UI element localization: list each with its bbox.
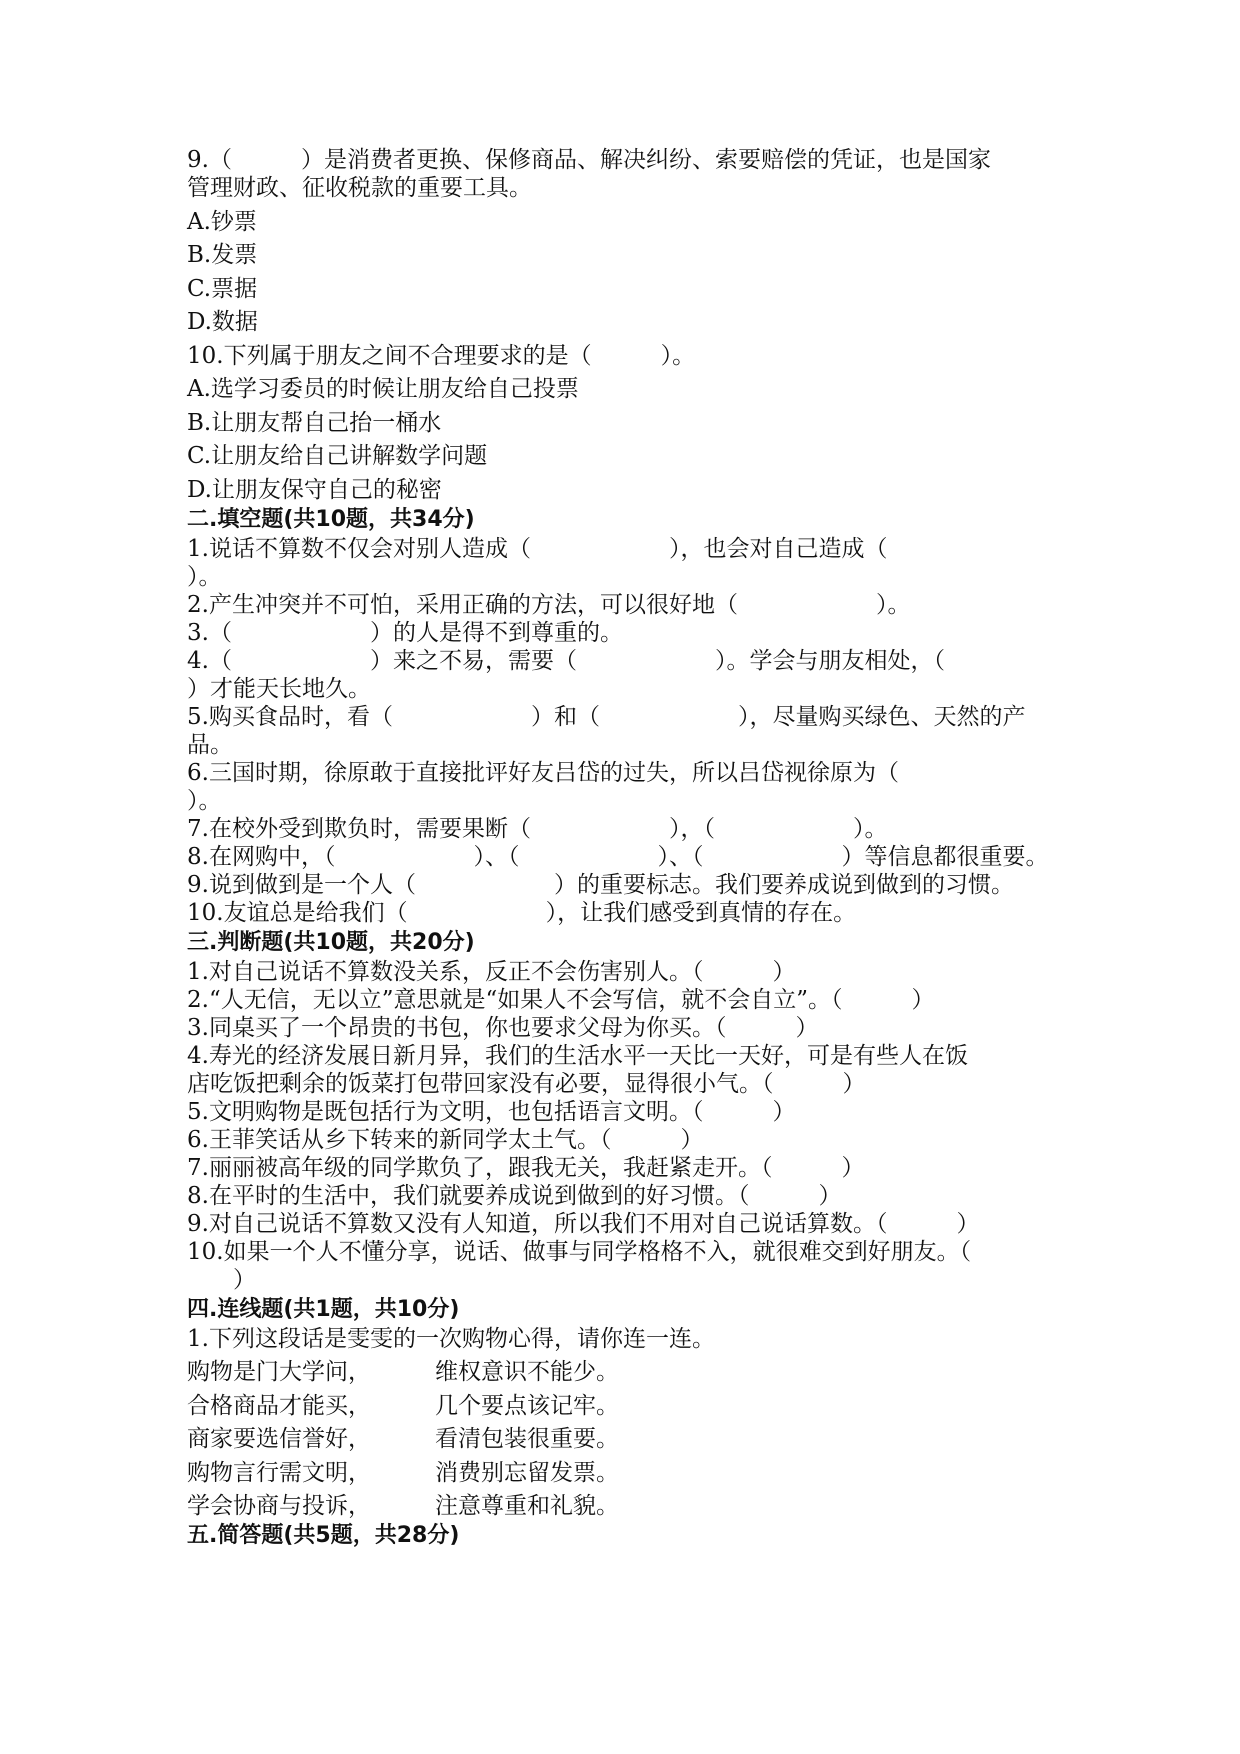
matching-row [187,1358,1067,1386]
true-false-line: 店吃饭把剩余的饭菜打包带回家没有必要，显得很小气。（ ） [187,1070,866,1097]
fill-blank-line: ）。 [187,787,222,814]
option-a: A.钞票 [187,208,257,235]
fill-blank-line: 5.购买食品时，看（ ）和（ ），尽量购买绿色、天然的产 [187,703,1026,730]
question-10-line-1: 10.下列属于朋友之间不合理要求的是（ ）。 [187,342,696,369]
option-c: C.票据 [187,275,258,302]
matching-right: 维权意识不能少。 [435,1359,619,1385]
true-false-line: 10.如果一个人不懂分享，说话、做事与同学格格不入，就很难交到好朋友。（ [187,1238,972,1265]
true-false-line: 9.对自己说话不算数又没有人知道，所以我们不用对自己说话算数。（ ） [187,1210,980,1237]
section-2-heading: 二.填空题(共10题，共34分) [187,506,475,532]
fill-blank-line: ）才能天长地久。 [187,675,371,702]
option-b: B.发票 [187,242,258,268]
true-false-line: 3.同桌买了一个昂贵的书包，你也要求父母为你买。（ ） [187,1014,819,1041]
matching-left: 购物言行需文明， [187,1459,371,1486]
true-false-line: ） [187,1266,256,1293]
fill-blank-line: ）。 [187,563,222,590]
matching-right: 看清包装很重要。 [435,1426,619,1452]
fill-blank-line: 7.在校外受到欺负时，需要果断（ ），（ ）。 [187,815,888,842]
true-false-line: 7.丽丽被高年级的同学欺负了，跟我无关，我赶紧走开。（ ） [187,1154,865,1181]
matching-question: 1.下列这段话是雯雯的一次购物心得，请你连一连。 [187,1325,715,1352]
matching-left: 学会协商与投诉， [187,1493,371,1519]
true-false-line: 8.在平时的生活中，我们就要养成说到做到的好习惯。（ ） [187,1182,842,1209]
true-false-line: 5.文明购物是既包括行为文明，也包括语言文明。（ ） [187,1098,796,1125]
fill-blank-line: 8.在网购中，（ ）、（ ）、（ ）等信息都很重要。 [187,843,1049,870]
option-b: B.让朋友帮自己抬一桶水 [187,409,442,436]
matching-left: 商家要选信誉好， [187,1426,371,1452]
matching-left: 购物是门大学问， [187,1359,371,1385]
matching-row [187,1492,1067,1520]
section-5-heading: 五.简答题(共5题，共28分) [187,1523,460,1548]
option-c: C.让朋友给自己讲解数学问题 [187,443,488,469]
section-4-heading: 四.连线题(共1题，共10分) [187,1296,460,1322]
fill-blank-line: 品。 [187,731,233,758]
fill-blank-line: 6.三国时期，徐原敢于直接批评好友吕岱的过失，所以吕岱视徐原为（ [187,759,899,786]
true-false-line: 4.寿光的经济发展日新月异，我们的生活水平一天比一天好，可是有些人在饭 [187,1042,968,1069]
option-a: A.选学习委员的时候让朋友给自己投票 [187,376,579,402]
section-3-heading: 三.判断题(共10题，共20分) [187,929,475,955]
matching-row [187,1425,1067,1453]
matching-row [187,1459,1067,1487]
true-false-line: 2.“人无信，无以立”意思就是“如果人不会写信，就不会自立”。（ ） [187,986,935,1013]
true-false-line: 1.对自己说话不算数没关系，反正不会伤害别人。（ ） [187,958,796,985]
fill-blank-line: 3.（ ）的人是得不到尊重的。 [187,619,623,646]
question-9-line-2: 管理财政、征收税款的重要工具。 [187,175,532,201]
exam-content [187,146,1067,1551]
matching-right: 消费别忘留发票。 [435,1459,619,1486]
fill-blank-line: 1.说话不算数不仅会对别人造成（ ），也会对自己造成（ [187,535,888,562]
fill-blank-line: 2.产生冲突并不可怕，采用正确的方法，可以很好地（ ）。 [187,591,911,618]
matching-left: 合格商品才能买， [187,1392,371,1419]
matching-right: 几个要点该记牢。 [435,1392,619,1419]
fill-blank-line: 10.友谊总是给我们（ ），让我们感受到真情的存在。 [187,899,857,926]
true-false-line: 6.王菲笑话从乡下转来的新同学太土气。（ ） [187,1126,704,1153]
fill-blank-line: 4.（ ）来之不易，需要（ ）。学会与朋友相处，（ [187,647,945,674]
matching-right: 注意尊重和礼貌。 [435,1493,619,1519]
fill-blank-line: 9.说到做到是一个人（ ）的重要标志。我们要养成说到做到的习惯。 [187,871,1014,898]
matching-row [187,1392,1067,1420]
option-d: D.数据 [187,309,258,335]
question-9-line-1: 9.（ ）是消费者更换、保修商品、解决纠纷、索要赔偿的凭证，也是国家 [187,147,991,173]
option-d: D.让朋友保守自己的秘密 [187,476,442,503]
